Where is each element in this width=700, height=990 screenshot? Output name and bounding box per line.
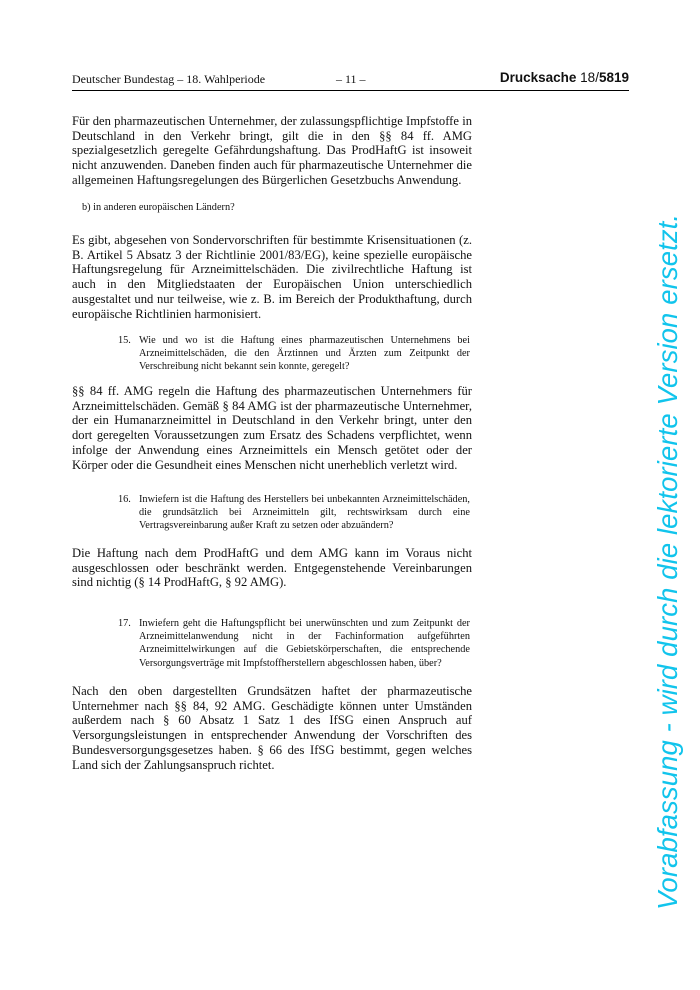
page-header — [72, 72, 629, 91]
answer-paragraph: §§ 84 ff. AMG regeln die Haftung des pharmazeutischen Unternehmers für Arzneimittelschäden. Gemäß § 84 AMG ist der pharmazeutische Unternehmer, der ein Humanarzneimittel in Deutschland in den Verkehr bringt, unter den dort geregelten Voraussetzungen zum Ersatz des Schadens verpflichtet, wenn infolge der Anwendung eines Arzneimittels ein Mensch getötet oder der Körper oder die Gesundheit eines Menschen nicht unerheblich verletzt wird. — [72, 384, 472, 472]
question-number: 17. — [118, 618, 131, 629]
answer-paragraph: Nach den oben dargestellten Grundsätzen haftet der pharmazeutische Unternehmer nach §§ 84, 92 AMG. Geschädigte können unter Umständen außerdem nach § 60 Absatz 1 Satz 1 des IfSG einen Anspruch auf Versorgungsleistungen in entsprechender Anwendung der Vorschriften des Bundesversorgungsgesetzes haben. § 66 des IfSG bestimmt, gegen welches Land sich der Zahlungsanspruch richtet. — [72, 684, 472, 772]
question-text: Inwiefern ist die Haftung des Herstellers bei unbekannten Arzneimittelschäden, die grundsätzlich bei Arzneimitteln gilt, rechtswirksam durch eine Vertragsvereinbarung außer Kraft zu setzen oder abzuändern? — [139, 494, 470, 532]
header-document-number — [500, 70, 629, 85]
header-parliament-label: Deutscher Bundestag – 18. Wahlperiode — [72, 72, 266, 86]
question-15 — [118, 334, 470, 374]
header-doc-label: Drucksache — [499, 70, 577, 85]
answer-paragraph: Für den pharmazeutischen Unternehmer, der zulassungspflichtige Impfstoffe in Deutschland in den Verkehr bringt, gilt die in den §§ 84 ff. AMG spezialgesetzlich geregelte Gefährdungshaftung. Das ProdHaftG ist insoweit nicht anzuwenden. Daneben finden auch für pharmazeutische Unternehmer die allgemeinen Haftungsregelungen des Bürgerlichen Gesetzbuchs Anwendung. — [72, 114, 472, 187]
subquestion-b: b) in anderen europäischen Ländern? — [82, 202, 235, 213]
draft-watermark: Vorabfassung - wird durch die lektorierte Version ersetzt. — [652, 213, 683, 910]
question-17 — [118, 617, 470, 670]
header-doc-id: 5819 — [598, 70, 629, 85]
header-page-number: – 11 – — [336, 72, 366, 86]
question-text: Inwiefern geht die Haftungspflicht bei unerwünschten und zum Zeitpunkt der Arzneimittelanwendung nicht in der Fachinformation aufgeführten Arzneimittelwirkungen auf die Gebietskörperschaften, die entsprechende Versorgungsverträge mit Impfstoffherstellern abgeschlossen haben, über? — [139, 618, 470, 669]
header-doc-period: 18/ — [580, 70, 599, 85]
answer-paragraph: Die Haftung nach dem ProdHaftG und dem AMG kann im Voraus nicht ausgeschlossen oder beschränkt werden. Entgegenstehende Vereinbarungen sind nichtig (§ 14 ProdHaftG, § 92 AMG). — [72, 546, 472, 590]
question-number: 15. — [118, 335, 131, 346]
question-number: 16. — [118, 494, 131, 505]
question-16 — [118, 493, 470, 533]
question-text: Wie und wo ist die Haftung eines pharmazeutischen Unternehmens bei Arzneimittelschäden, die den Ärztinnen und Ärzten zum Zeitpunkt der Verschreibung nicht bekannt sein konnte, geregelt? — [139, 335, 470, 373]
answer-paragraph: Es gibt, abgesehen von Sondervorschriften für bestimmte Krisensituationen (z. B. Artikel 5 Absatz 3 der Richtlinie 2001/83/EG), keine spezielle europäische Haftungsregelung für Arzneimittelschäden. Die zivilrechtliche Haftung ist auch in den Mitgliedstaaten der Europäischen Union unterschiedlich ausgestaltet und nur teilweise, wie z. B. im Bereich der Produkthaftung, durch europäische Richtlinien harmonisiert. — [72, 233, 472, 321]
